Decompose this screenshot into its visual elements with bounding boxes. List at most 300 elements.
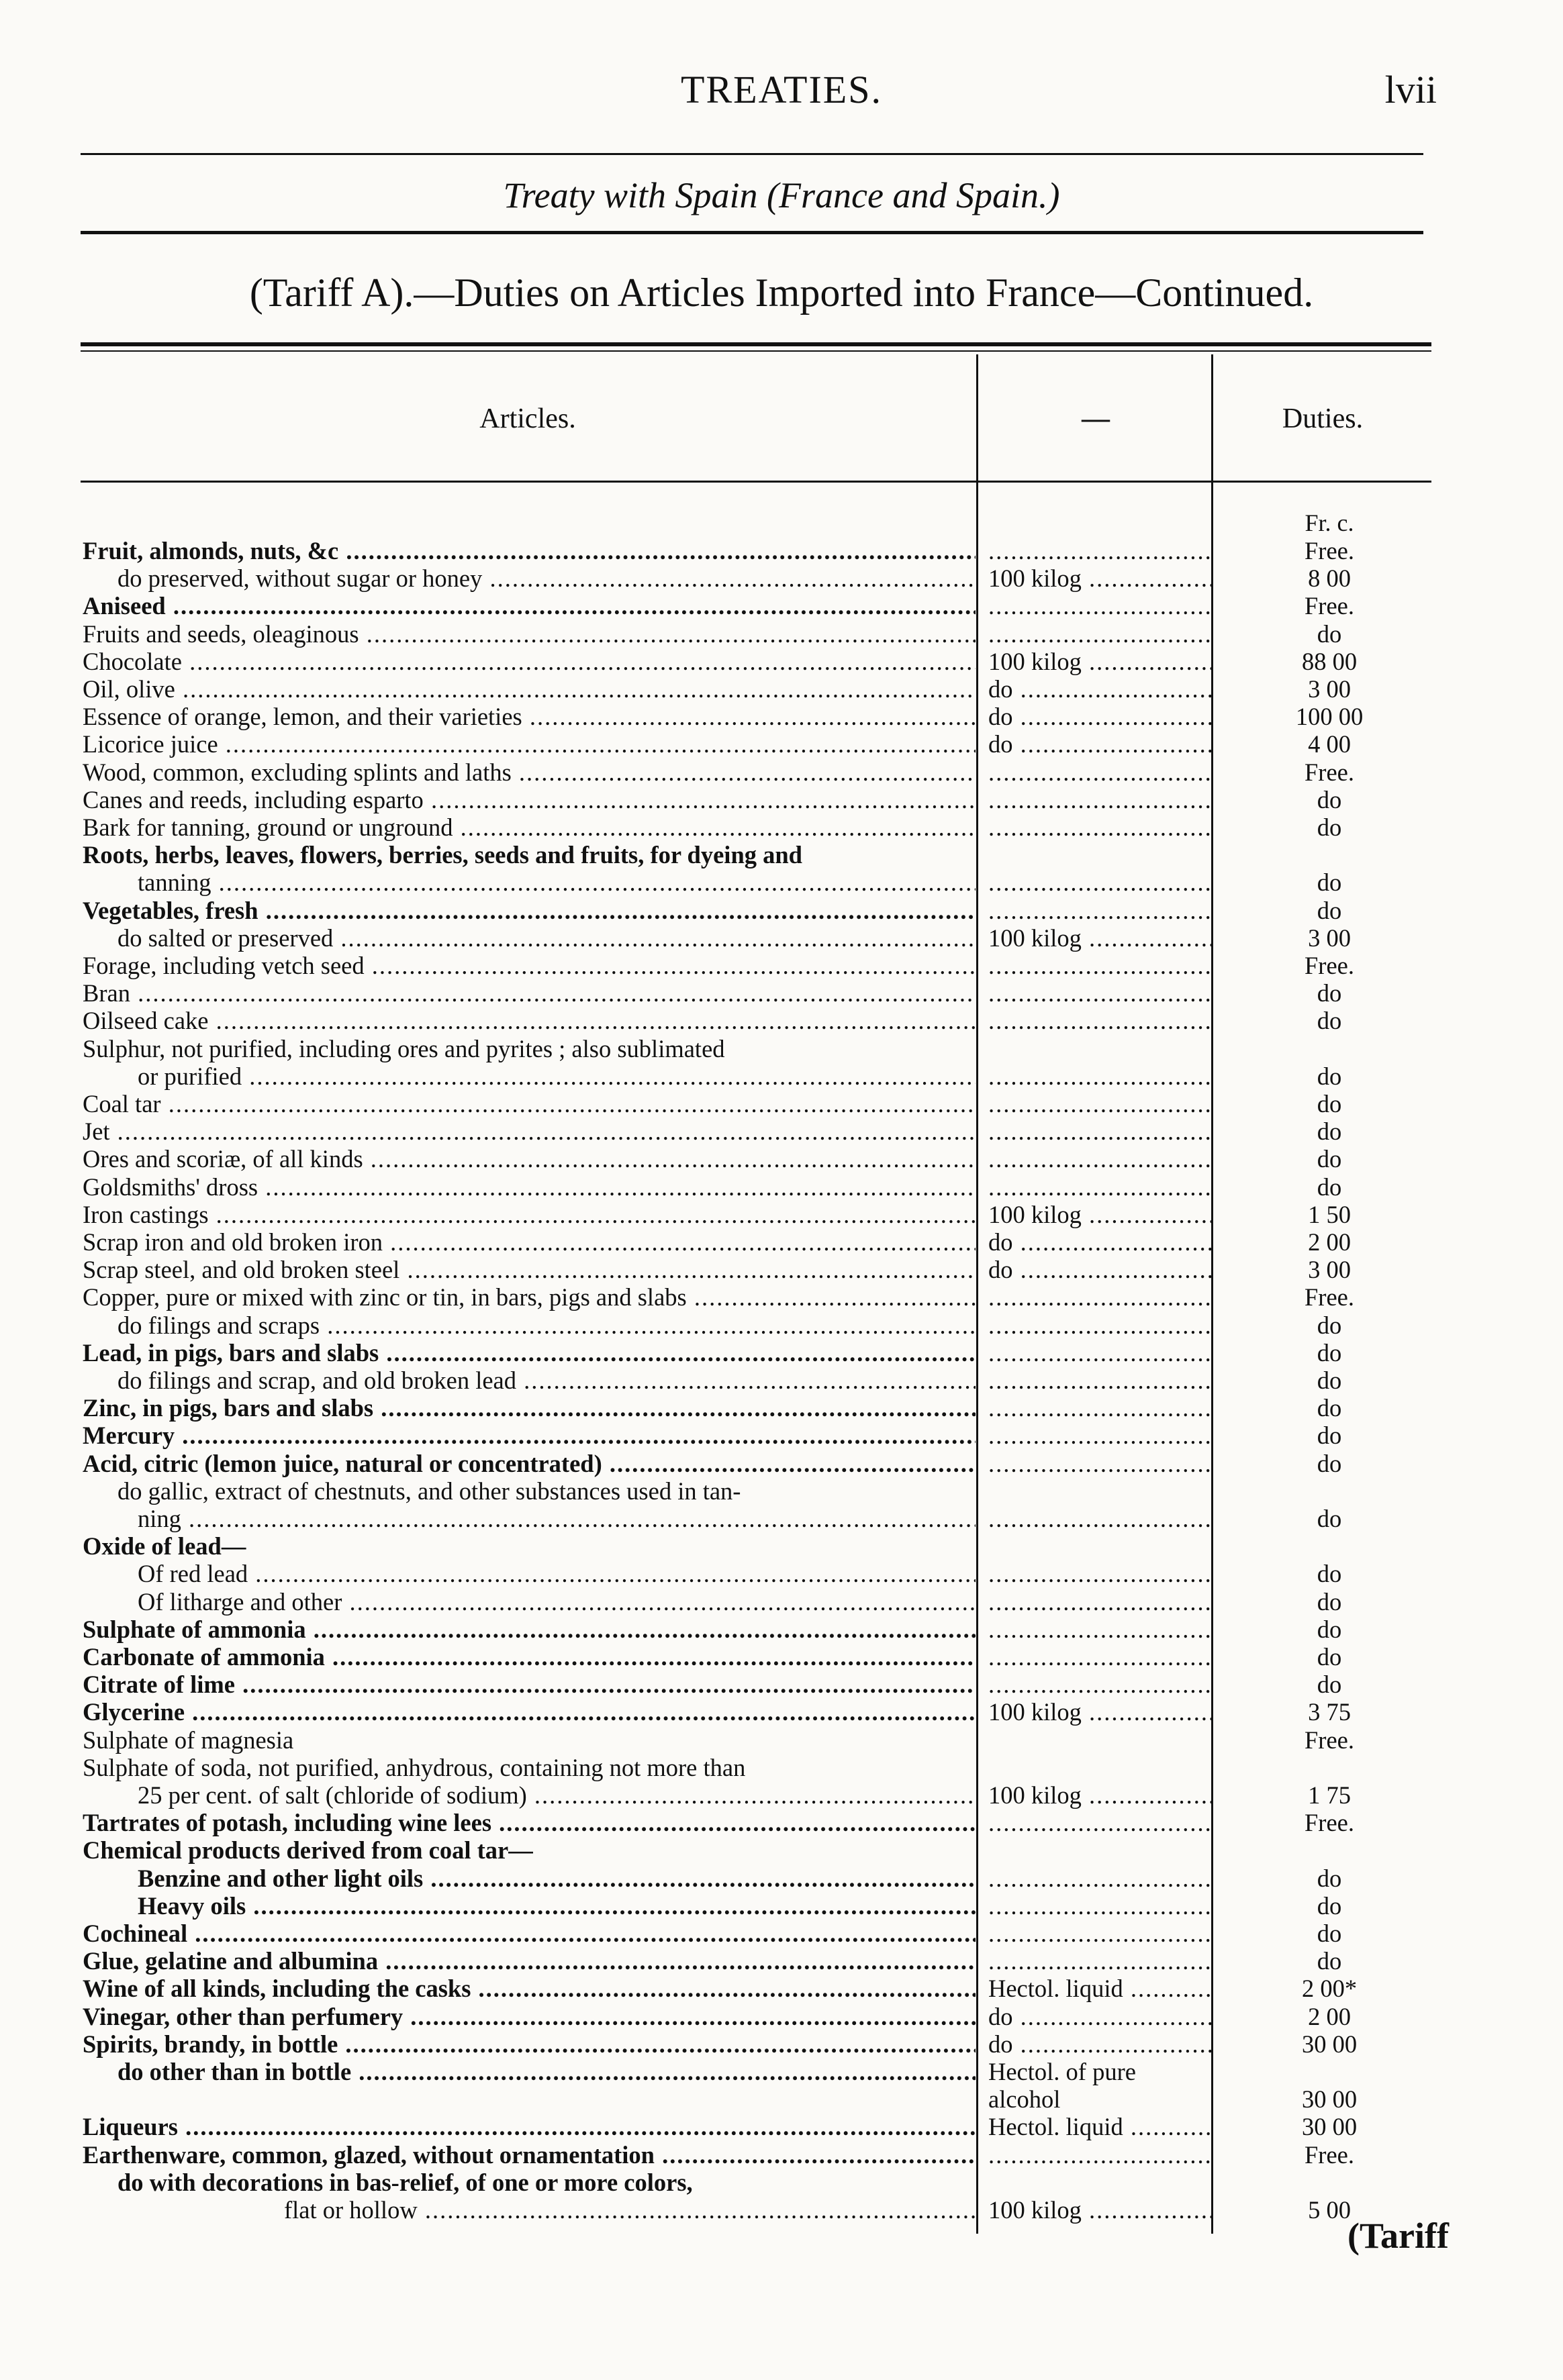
article-text: Bark for tanning, ground or unground ..... [83, 813, 976, 841]
unit-text [988, 1145, 1211, 1173]
currency-label: Fr. c. [1305, 509, 1354, 536]
duty-cell: do [1317, 1007, 1342, 1035]
article-cell [83, 1228, 976, 1256]
duty-cell: do [1317, 1367, 1342, 1394]
unit-cell [988, 1892, 1211, 1920]
article-text: Fruits and seeds, oleaginous ..... [83, 620, 976, 648]
article-text: Oilseed cake ..... [83, 1007, 976, 1034]
duty-cell: Free. [1305, 1809, 1354, 1837]
article-cell [83, 1836, 976, 1864]
article-text: Of red lead ..... [138, 1560, 976, 1587]
article-cell [83, 979, 976, 1007]
duty-cell: do [1317, 1947, 1342, 1975]
article-cell [138, 1560, 976, 1587]
article-cell [83, 1118, 976, 1145]
table-row [0, 2085, 1563, 2113]
unit-text [988, 537, 1211, 564]
unit-text [988, 1505, 1211, 1532]
unit-cell [988, 1920, 1211, 1947]
unit-cell [988, 1283, 1211, 1311]
table-row [0, 2141, 1563, 2169]
article-text: do gallic, extract of chestnuts, and other substances used in tan- [117, 1477, 741, 1505]
table-row [0, 1228, 1563, 1256]
unit-cell [988, 1145, 1211, 1173]
article-text: Glue, gelatine and albumina ..... [83, 1947, 976, 1975]
unit-cell [988, 2085, 1211, 2113]
article-cell [83, 537, 976, 564]
table-row [0, 2030, 1563, 2058]
article-cell [83, 592, 976, 619]
table-row [0, 2003, 1563, 2030]
table-row [0, 675, 1563, 703]
article-text: Sulphate of magnesia [83, 1726, 294, 1754]
duty-cell: do [1317, 1338, 1342, 1367]
article-cell [83, 1422, 976, 1449]
unit-text [988, 1367, 1211, 1394]
duty-cell: Free. [1305, 1726, 1354, 1754]
duty-cell: do [1317, 1145, 1342, 1173]
duty-cell: do [1317, 1062, 1342, 1090]
table-row [0, 1118, 1563, 1145]
duty-cell: Free. [1305, 2140, 1354, 2169]
unit-text: Hectol. liquid ..... [988, 2113, 1211, 2140]
table-row [0, 1532, 1563, 1560]
duty-cell: 30 00 [1301, 2113, 1358, 2141]
unit-cell [988, 1201, 1211, 1228]
table-row [0, 869, 1563, 896]
duty-cell: do [1317, 1090, 1342, 1118]
unit-text [988, 1311, 1211, 1339]
article-cell [117, 564, 976, 592]
unit-cell [988, 897, 1211, 924]
unit-text: do ..... [988, 730, 1211, 758]
article-cell [117, 1311, 976, 1339]
duty-cell: do [1317, 1891, 1342, 1920]
article-text: do filings and scrap, and old broken lead ..... [117, 1367, 976, 1394]
unit-text [988, 1920, 1211, 1947]
article-text: Oil, olive ..... [83, 675, 976, 703]
article-text: Spirits, brandy, in bottle ..... [83, 2030, 976, 2058]
duty-cell: 2 00* [1301, 1975, 1358, 2003]
table-row [0, 1754, 1563, 1781]
unit-cell [988, 1007, 1211, 1034]
article-cell [83, 897, 976, 924]
unit-cell [988, 1643, 1211, 1671]
unit-cell [988, 1339, 1211, 1367]
article-cell [83, 1035, 976, 1062]
table-row [0, 1947, 1563, 1975]
article-text: Chocolate ..... [83, 648, 976, 675]
article-text: Benzine and other light oils ..... [138, 1865, 976, 1892]
article-cell [138, 1892, 976, 1920]
unit-text: Hectol. of pure [988, 2058, 1136, 2085]
table-row [0, 1643, 1563, 1671]
duty-cell: 3 75 [1308, 1698, 1351, 1726]
article-cell [83, 703, 976, 730]
duty-cell: do [1317, 1422, 1342, 1450]
unit-text: 100 kilog ..... [988, 648, 1211, 675]
article-cell [138, 1062, 976, 1090]
unit-text [988, 1947, 1211, 1975]
duty-cell: do [1317, 1505, 1342, 1532]
table-row [0, 1588, 1563, 1616]
article-text: Canes and reeds, including esparto ..... [83, 786, 976, 813]
article-text: Fruit, almonds, nuts, &c ..... [83, 537, 976, 564]
unit-cell [988, 675, 1211, 703]
unit-cell [988, 813, 1211, 841]
table-row [0, 620, 1563, 648]
article-cell [83, 648, 976, 675]
article-text: or purified ..... [138, 1062, 976, 1090]
article-text: do other than in bottle ..... [117, 2058, 976, 2085]
article-cell [83, 841, 976, 869]
unit-cell [988, 2196, 1211, 2224]
article-cell [83, 1698, 976, 1726]
article-cell [83, 620, 976, 648]
unit-cell [988, 758, 1211, 786]
header-bottom-rule [81, 481, 1431, 483]
article-cell [83, 952, 976, 979]
article-text: Mercury ..... [83, 1422, 976, 1449]
unit-cell [988, 1671, 1211, 1698]
article-text: Tartrates of potash, including wine lees ..... [83, 1809, 976, 1836]
article-text: Sulphur, not purified, including ores and pyrites ; also sublimated [83, 1034, 725, 1062]
unit-text: 100 kilog ..... [988, 1781, 1211, 1809]
article-cell [83, 1643, 976, 1671]
table-row [0, 703, 1563, 730]
article-text: ning ..... [138, 1505, 976, 1532]
article-cell [83, 1173, 976, 1201]
article-text: Essence of orange, lemon, and their varieties ..... [83, 703, 976, 730]
article-text: do filings and scraps ..... [117, 1311, 976, 1339]
unit-cell [988, 1588, 1211, 1616]
unit-cell [988, 1947, 1211, 1975]
unit-cell [988, 1450, 1211, 1477]
duty-cell: do [1317, 1173, 1342, 1201]
article-cell [83, 1809, 976, 1836]
unit-cell [988, 924, 1211, 952]
table-row [0, 1809, 1563, 1836]
duty-cell: do [1317, 869, 1342, 897]
unit-cell [988, 979, 1211, 1007]
article-text: 25 per cent. of salt (chloride of sodium) ..... [138, 1781, 976, 1809]
unit-cell [988, 1865, 1211, 1892]
article-cell [117, 924, 976, 952]
duty-cell: 1 50 [1308, 1200, 1351, 1228]
article-text: do salted or preserved ..... [117, 924, 976, 952]
article-text: Forage, including vetch seed ..... [83, 952, 976, 979]
article-text: Scrap steel, and old broken steel ..... [83, 1256, 976, 1283]
duty-cell: 3 00 [1308, 675, 1351, 703]
table-row [0, 952, 1563, 979]
article-text: Carbonate of ammonia ..... [83, 1643, 976, 1671]
unit-text [988, 1283, 1211, 1311]
unit-cell [988, 1422, 1211, 1449]
table-row [0, 1283, 1563, 1311]
article-text: Vegetables, fresh ..... [83, 897, 976, 924]
duty-cell: 4 00 [1308, 730, 1351, 758]
duty-cell: Free. [1305, 592, 1354, 620]
article-text: Glycerine ..... [83, 1698, 976, 1726]
duty-cell: 30 00 [1301, 2030, 1358, 2058]
duty-cell: 88 00 [1301, 647, 1358, 675]
article-cell [83, 1975, 976, 2002]
duty-cell: Free. [1305, 758, 1354, 786]
table-row [0, 2113, 1563, 2140]
table-row [0, 2058, 1563, 2085]
unit-cell [988, 2058, 1211, 2085]
article-cell [83, 730, 976, 758]
table-row [0, 1920, 1563, 1947]
article-cell [83, 1007, 976, 1034]
duty-cell: 100 00 [1295, 703, 1364, 731]
unit-cell [988, 1118, 1211, 1145]
table-row [0, 1367, 1563, 1394]
unit-cell [988, 1505, 1211, 1532]
article-cell [83, 1947, 976, 1975]
table-row [0, 1256, 1563, 1283]
table-row [0, 564, 1563, 592]
article-text: Zinc, in pigs, bars and slabs ..... [83, 1394, 976, 1422]
duty-cell: do [1317, 1449, 1342, 1477]
table-row [0, 730, 1563, 758]
unit-text [988, 1865, 1211, 1892]
header-rule [81, 153, 1423, 155]
table-row [0, 1560, 1563, 1587]
unit-text [988, 1809, 1211, 1836]
duty-cell: 3 00 [1308, 924, 1351, 952]
duty-cell: do [1317, 1311, 1342, 1339]
unit-text [988, 620, 1211, 648]
duty-cell: 1 75 [1308, 1781, 1351, 1809]
unit-cell [988, 1394, 1211, 1422]
continuation-catchword: (Tariff [1347, 2216, 1449, 2256]
table-row [0, 786, 1563, 813]
page-number: lvii [1384, 68, 1437, 111]
unit-cell [988, 2030, 1211, 2058]
article-cell [83, 1450, 976, 1477]
unit-cell [988, 1616, 1211, 1643]
unit-text [988, 2141, 1211, 2169]
duty-cell: 8 00 [1308, 564, 1351, 593]
treaty-subtitle: Treaty with Spain (France and Spain.) [503, 175, 1060, 215]
duty-cell: 3 00 [1308, 1256, 1351, 1284]
unit-text [988, 1394, 1211, 1422]
article-cell [83, 1394, 976, 1422]
unit-text: do ..... [988, 2030, 1211, 2058]
duty-cell: do [1317, 1560, 1342, 1588]
unit-text: 100 kilog ..... [988, 564, 1211, 592]
unit-text [988, 897, 1211, 924]
table-row [0, 1145, 1563, 1173]
duty-cell: do [1317, 1643, 1342, 1671]
article-cell [117, 1367, 976, 1394]
unit-text [988, 1090, 1211, 1118]
unit-text [988, 813, 1211, 841]
article-text: Oxide of lead— [83, 1532, 246, 1560]
unit-cell [988, 564, 1211, 592]
duty-cell: do [1317, 1671, 1342, 1699]
table-row [0, 1062, 1563, 1090]
table-row [0, 1339, 1563, 1367]
table-row [0, 897, 1563, 924]
article-text: tanning ..... [138, 869, 976, 896]
article-text: Lead, in pigs, bars and slabs ..... [83, 1339, 976, 1367]
table-row [0, 1477, 1563, 1505]
duty-cell: do [1317, 979, 1342, 1007]
unit-cell [988, 952, 1211, 979]
unit-cell [988, 730, 1211, 758]
article-cell [83, 1090, 976, 1118]
article-cell [138, 1505, 976, 1532]
article-cell [83, 1283, 976, 1311]
table-row [0, 758, 1563, 786]
table-row [0, 648, 1563, 675]
article-cell [138, 1865, 976, 1892]
unit-cell [988, 1560, 1211, 1587]
article-text: Liqueurs ..... [83, 2113, 976, 2140]
table-row [0, 1090, 1563, 1118]
unit-cell [988, 2113, 1211, 2140]
unit-cell [988, 537, 1211, 564]
article-text: Iron castings ..... [83, 1201, 976, 1228]
article-cell [83, 813, 976, 841]
unit-cell [988, 648, 1211, 675]
unit-cell [988, 2003, 1211, 2030]
unit-text [988, 1007, 1211, 1034]
unit-text [988, 1062, 1211, 1090]
article-text: Earthenware, common, glazed, without ornamentation ..... [83, 2141, 976, 2169]
unit-text [988, 592, 1211, 619]
table-row [0, 537, 1563, 564]
unit-text [988, 1450, 1211, 1477]
table-row [0, 2196, 1563, 2224]
article-cell [138, 1781, 976, 1809]
article-cell [138, 869, 976, 896]
table-row [0, 1450, 1563, 1477]
article-text: Goldsmiths' dross ..... [83, 1173, 976, 1201]
article-cell [83, 2003, 976, 2030]
article-cell [83, 675, 976, 703]
table-row [0, 1892, 1563, 1920]
article-cell [83, 1920, 976, 1947]
article-text: Bran ..... [83, 979, 976, 1007]
unit-cell [988, 786, 1211, 813]
article-cell [117, 2058, 976, 2085]
unit-text: 100 kilog ..... [988, 1201, 1211, 1228]
unit-cell [988, 1698, 1211, 1726]
table-row [0, 1505, 1563, 1532]
article-text: Roots, herbs, leaves, flowers, berries, seeds and fruits, for dyeing and [83, 841, 802, 869]
unit-text [988, 1671, 1211, 1698]
article-text: Citrate of lime ..... [83, 1671, 976, 1698]
article-text: do with decorations in bas-relief, of one or more colors, [117, 2168, 693, 2196]
unit-cell [988, 592, 1211, 619]
article-text: Scrap iron and old broken iron ..... [83, 1228, 976, 1256]
column-header-articles: Articles. [479, 403, 576, 434]
unit-text [988, 1118, 1211, 1145]
unit-text: do ..... [988, 675, 1211, 703]
table-row [0, 1422, 1563, 1449]
article-text: Sulphate of ammonia ..... [83, 1616, 976, 1643]
unit-cell [988, 703, 1211, 730]
table-row [0, 1781, 1563, 1809]
article-text: Coal tar ..... [83, 1090, 976, 1118]
article-cell [83, 1726, 976, 1754]
article-cell [83, 1256, 976, 1283]
table-row [0, 592, 1563, 619]
table-top-rule-2 [81, 350, 1431, 352]
unit-text [988, 1643, 1211, 1671]
table-row [0, 1698, 1563, 1726]
tariff-heading: (Tariff A).—Duties on Articles Imported into France—Continued. [249, 270, 1314, 315]
unit-text: 100 kilog ..... [988, 924, 1211, 952]
table-row [0, 1007, 1563, 1034]
article-text: Acid, citric (lemon juice, natural or concentrated) ..... [83, 1450, 976, 1477]
table-row [0, 1836, 1563, 1864]
article-cell [83, 1145, 976, 1173]
table-row [0, 1865, 1563, 1892]
column-header-unit: — [1082, 403, 1110, 434]
unit-text: Hectol. liquid ..... [988, 1975, 1211, 2002]
article-cell [83, 1671, 976, 1698]
article-cell [83, 2030, 976, 2058]
table-row [0, 841, 1563, 869]
unit-text [988, 952, 1211, 979]
unit-cell [988, 2141, 1211, 2169]
article-text: Heavy oils ..... [138, 1892, 976, 1920]
unit-cell [988, 1809, 1211, 1836]
table-top-rule [81, 342, 1431, 346]
article-text: Vinegar, other than perfumery ..... [83, 2003, 976, 2030]
unit-text [988, 1173, 1211, 1201]
unit-cell [988, 869, 1211, 896]
article-text: Sulphate of soda, not purified, anhydrous, containing not more than [83, 1753, 746, 1781]
table-row [0, 924, 1563, 952]
unit-cell [988, 1367, 1211, 1394]
unit-text: alcohol [988, 2085, 1061, 2114]
unit-text [988, 979, 1211, 1007]
table-row [0, 1201, 1563, 1228]
table-row [0, 1035, 1563, 1062]
article-cell [83, 2113, 976, 2140]
table-row [0, 1671, 1563, 1698]
article-cell [83, 786, 976, 813]
duty-cell: do [1317, 1920, 1342, 1947]
unit-text [988, 758, 1211, 786]
duty-cell: 5 00 [1308, 2196, 1351, 2224]
unit-text [988, 869, 1211, 896]
unit-text [988, 786, 1211, 813]
unit-cell [988, 1256, 1211, 1283]
unit-text [988, 1616, 1211, 1643]
table-row [0, 1975, 1563, 2002]
table-row [0, 1726, 1563, 1754]
article-text: Ores and scoriæ, of all kinds ..... [83, 1145, 976, 1173]
unit-text [988, 1339, 1211, 1367]
duty-cell: do [1317, 619, 1342, 648]
table-row [0, 979, 1563, 1007]
unit-cell [988, 1228, 1211, 1256]
duty-cell: do [1317, 1615, 1342, 1643]
table-row [0, 1173, 1563, 1201]
unit-text: 100 kilog ..... [988, 1698, 1211, 1726]
article-text: Wood, common, excluding splints and laths ..... [83, 758, 976, 786]
unit-text: do ..... [988, 703, 1211, 730]
table-row [0, 2169, 1563, 2196]
duty-cell: do [1317, 896, 1342, 924]
duty-cell: 30 00 [1301, 2085, 1358, 2114]
